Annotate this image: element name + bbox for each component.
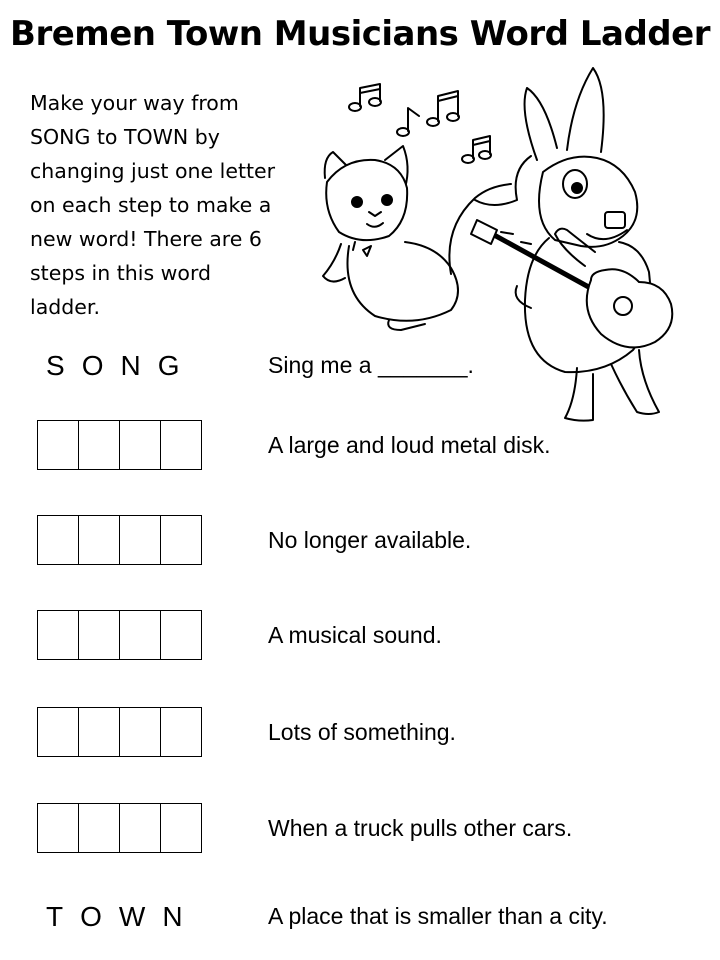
letter-box[interactable] xyxy=(78,610,120,660)
instruction-line: SONG to TOWN by xyxy=(30,125,220,149)
start-letter: N xyxy=(120,350,143,381)
instruction-line: changing just one letter xyxy=(30,159,276,183)
letter-box[interactable] xyxy=(119,803,161,853)
letter-box[interactable] xyxy=(160,515,202,565)
clue-3: No longer available. xyxy=(268,527,472,553)
clue-4: A musical sound. xyxy=(268,622,442,648)
start-word xyxy=(46,350,206,382)
clue-7: A place that is smaller than a city. xyxy=(268,903,608,929)
instruction-line: new word! There are 6 xyxy=(30,227,262,251)
letter-box[interactable] xyxy=(119,515,161,565)
donkey-icon xyxy=(475,68,659,421)
clue-2: A large and loud metal disk. xyxy=(268,432,551,458)
clue-6: When a truck pulls other cars. xyxy=(268,815,573,841)
letter-box[interactable] xyxy=(78,420,120,470)
clue-5: Lots of something. xyxy=(268,719,456,745)
clue-1: Sing me a _______. xyxy=(268,352,474,378)
instruction-line: Make your way from xyxy=(30,91,239,115)
letter-box[interactable] xyxy=(78,803,120,853)
page-title: Bremen Town Musicians Word Ladder xyxy=(10,14,710,54)
answer-boxes-3[interactable] xyxy=(37,610,202,660)
answer-boxes-2[interactable] xyxy=(37,515,202,565)
start-letter: O xyxy=(81,350,106,381)
letter-box[interactable] xyxy=(119,610,161,660)
letter-box[interactable] xyxy=(78,515,120,565)
instruction-line: steps in this word xyxy=(30,261,212,285)
start-letter: G xyxy=(157,350,182,381)
instruction-line: ladder. xyxy=(30,295,100,319)
end-word xyxy=(46,901,206,933)
letter-box[interactable] xyxy=(37,420,79,470)
end-letter: O xyxy=(80,901,104,932)
end-letter: T xyxy=(46,901,66,932)
letter-box[interactable] xyxy=(160,610,202,660)
end-letter: W xyxy=(118,901,148,932)
letter-box[interactable] xyxy=(37,707,79,757)
letter-box[interactable] xyxy=(37,803,79,853)
letter-box[interactable] xyxy=(119,420,161,470)
answer-boxes-1[interactable] xyxy=(37,420,202,470)
letter-box[interactable] xyxy=(119,707,161,757)
answer-boxes-5[interactable] xyxy=(37,803,202,853)
letter-box[interactable] xyxy=(78,707,120,757)
instructions xyxy=(30,86,320,324)
answer-boxes-4[interactable] xyxy=(37,707,202,757)
start-letter: S xyxy=(46,350,67,381)
letter-box[interactable] xyxy=(37,610,79,660)
letter-box[interactable] xyxy=(160,803,202,853)
music-notes-icon xyxy=(349,84,491,163)
instruction-line: on each step to make a xyxy=(30,193,272,217)
letter-box[interactable] xyxy=(37,515,79,565)
end-letter: N xyxy=(162,901,185,932)
letter-box[interactable] xyxy=(160,420,202,470)
letter-box[interactable] xyxy=(160,707,202,757)
